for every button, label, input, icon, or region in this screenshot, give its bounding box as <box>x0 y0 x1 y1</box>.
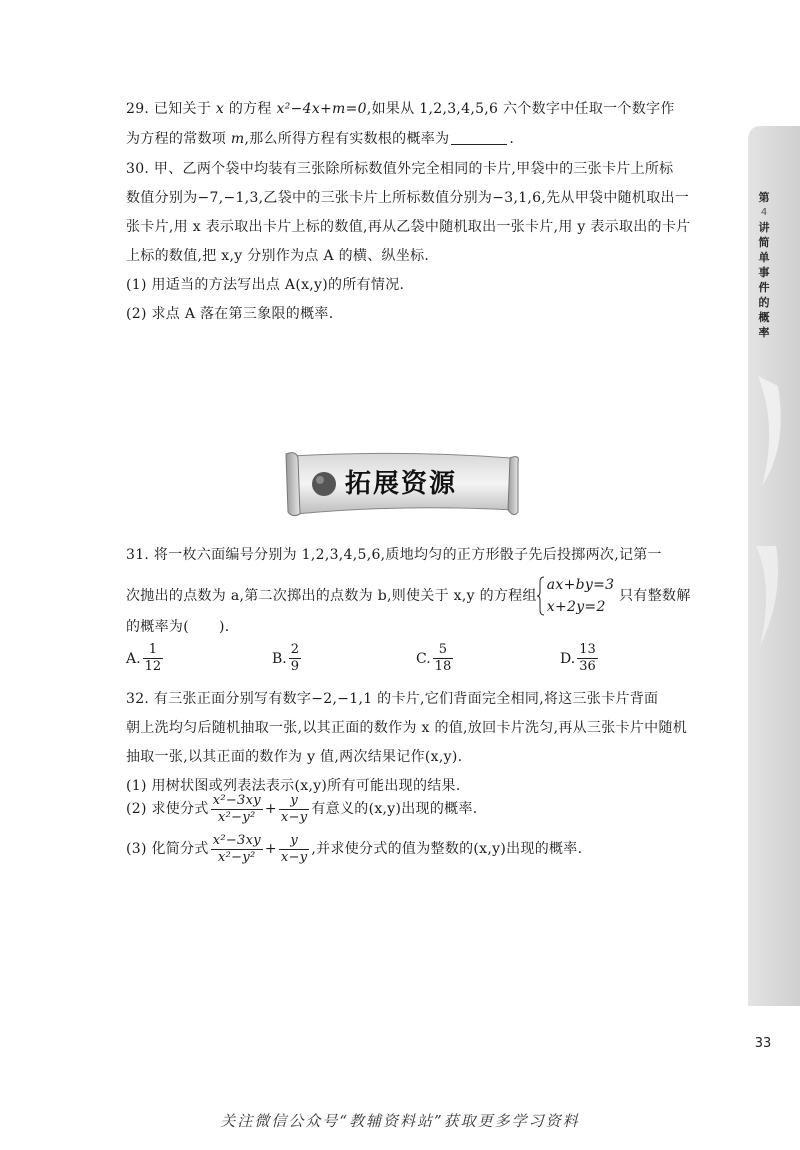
denominator: x²−y² <box>218 849 256 865</box>
option-label: D. <box>560 650 576 667</box>
text: (3) 化简分式 <box>126 841 209 857</box>
numerator: y <box>279 793 309 810</box>
denominator: x−y <box>280 809 308 825</box>
chapter-tab-label <box>752 190 776 340</box>
text: ,并求使分式的值为整数的(x,y)出现的概率. <box>311 841 583 857</box>
denominator: x²−y² <box>218 809 256 825</box>
equation-row: x+2y=2 <box>546 599 606 615</box>
tab-char: 讲 <box>758 221 770 234</box>
q32-line1: 32. 有三张正面分别写有数字−2,−1,1 的卡片,它们背面完全相同,将这三张卡片背面 <box>126 691 659 707</box>
numerator: 2 <box>290 642 300 657</box>
numerator: 5 <box>433 642 454 659</box>
text: ,那么所得方程有实数根的概率为 <box>244 131 450 147</box>
text: ). <box>218 619 230 635</box>
tab-char: 单 <box>758 251 770 264</box>
var-m: m <box>230 131 245 147</box>
option-b <box>272 642 303 675</box>
option-a <box>126 642 165 675</box>
text: (2) 求使分式 <box>126 801 209 817</box>
fraction <box>211 833 263 866</box>
tab-char: 的 <box>758 296 770 309</box>
tab-char: 率 <box>758 326 770 339</box>
denominator: 9 <box>290 659 300 674</box>
numerator: x²−3xy <box>212 832 261 848</box>
plus-sign: + <box>264 801 277 817</box>
tab-char: 件 <box>758 281 770 294</box>
text: 的方程 <box>224 101 277 117</box>
denominator: x−y <box>280 849 308 865</box>
fraction <box>279 833 309 866</box>
q31-line3 <box>126 612 738 642</box>
q30-line4: 上标的数值,把 x,y 分别作为点 A 的横、纵坐标. <box>126 248 430 264</box>
text: 29. 已知关于 <box>126 101 216 117</box>
tab-char: 概 <box>758 311 770 324</box>
banner-title: 拓展资源 <box>345 469 458 499</box>
equation: x²−4x+m=0 <box>276 101 367 117</box>
numerator: 13 <box>579 642 596 657</box>
option-c <box>416 642 455 675</box>
var-x: x <box>215 101 225 117</box>
denominator: 12 <box>144 659 162 674</box>
option-label: A. <box>126 650 141 667</box>
text: 有意义的(x,y)出现的概率. <box>311 801 478 817</box>
q31-line1: 31. 将一枚六面编号分别为 1,2,3,4,5,6,质地均匀的正方形骰子先后投掷两次,记第一 <box>126 547 662 563</box>
fraction <box>433 642 454 675</box>
tab-char: 4 <box>760 207 768 218</box>
tab-char: 第 <box>758 191 770 204</box>
option-label: B. <box>272 650 287 667</box>
numerator: 1 <box>143 642 164 659</box>
tab-char: 事 <box>758 266 770 279</box>
q29-line1 <box>126 94 738 124</box>
fraction <box>577 642 598 675</box>
fraction <box>143 642 164 675</box>
q32-sub3 <box>126 828 738 870</box>
option-label: C. <box>416 650 431 667</box>
numerator: y <box>279 833 309 850</box>
equation-row: ax+by=3 <box>546 577 615 593</box>
option-d <box>560 642 600 675</box>
q30-sub2: (2) 求点 A 落在第三象限的概率. <box>126 306 334 322</box>
q32-sub2 <box>126 788 738 830</box>
q30-line1: 30. 甲、乙两个袋中均装有三张除所标数值外完全相同的卡片,甲袋中的三张卡片上所标 <box>126 161 674 177</box>
q32-line2: 朝上洗均匀后随机抽取一张,以其正面的数作为 x 的值,放回卡片洗匀,再从三张卡片中随机 <box>126 720 688 736</box>
page-number: 33 <box>754 1036 772 1051</box>
plus-sign: + <box>264 841 277 857</box>
q31-options <box>126 642 726 682</box>
text: 的概率为( <box>126 619 189 635</box>
q30-line2: 数值分别为−7,−1,3,乙袋中的三张卡片上所标数值分别为−3,1,6,先从甲袋中随机取出一 <box>126 190 690 206</box>
brace-icon <box>537 576 545 616</box>
q30-sub1: (1) 用适当的方法写出点 A(x,y)的所有情况. <box>126 277 405 293</box>
fraction <box>279 793 309 826</box>
text: 次抛出的点数为 a,第二次掷出的点数为 b,则使关于 x,y 的方程组 <box>126 588 537 604</box>
tab-char: 简 <box>758 236 770 249</box>
q30-line3: 张卡片,用 x 表示取出卡片上标的数值,再从乙袋中随机取出一张卡片,用 y 表示取出的卡片 <box>126 219 691 235</box>
footer-note: 关注微信公众号“教辅资料站”获取更多学习资料 <box>220 1112 580 1130</box>
q32-line3: 抽取一张,以其正面的数作为 y 值,两次结果记作(x,y). <box>126 749 463 765</box>
q32-sub1: (1) 用树状图或列表法表示(x,y)所有可能出现的结果. <box>126 778 461 794</box>
text: . <box>509 131 515 147</box>
answer-blank <box>451 130 507 145</box>
fraction <box>289 642 301 675</box>
numerator: x²−3xy <box>212 792 261 808</box>
denominator: 36 <box>579 659 596 674</box>
text: 为方程的常数项 <box>126 131 231 147</box>
text: 只有整数解 <box>619 588 691 604</box>
denominator: 18 <box>434 659 452 674</box>
q29-line2 <box>126 124 738 154</box>
text: ,如果从 1,2,3,4,5,6 六个数字中任取一个数字作 <box>366 101 675 117</box>
fraction <box>211 793 263 826</box>
